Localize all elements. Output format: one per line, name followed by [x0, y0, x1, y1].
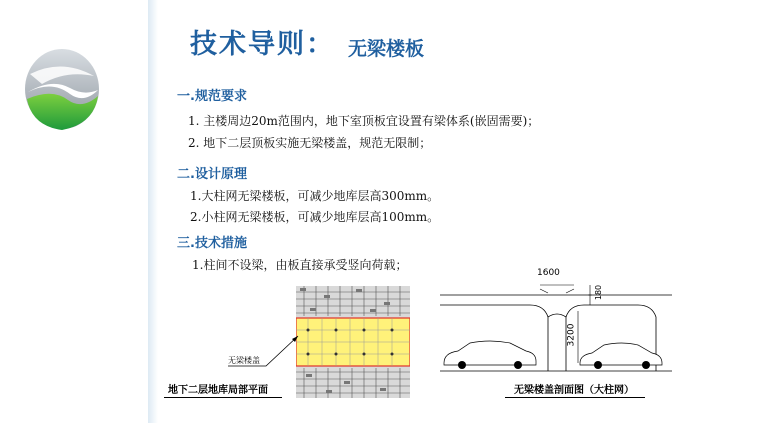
page-subtitle: 无梁楼板: [348, 38, 425, 60]
plan-caption: 地下二层地库局部平面: [168, 385, 268, 396]
section-heading-requirements: 一.规范要求: [177, 89, 247, 104]
dimension-width: 1600: [537, 268, 560, 278]
requirement-item-1: 1. 主楼周边20m范围内，地下室顶板宜设置有梁体系(嵌固需要)；: [188, 114, 540, 128]
principle-item-1: 1.大柱网无梁楼板，可减少地库层高300mm。: [190, 189, 440, 203]
section-caption-underline: [505, 397, 645, 398]
section-heading-measures: 三.技术措施: [177, 236, 247, 251]
company-logo-icon: [22, 44, 102, 134]
section-drawing: [440, 283, 672, 375]
page-title: 技术导则：: [190, 29, 335, 60]
callout-leader-line: [226, 330, 306, 370]
plan-callout-label: 无梁楼盖: [228, 356, 260, 365]
plan-caption-underline: [164, 397, 282, 398]
measure-item-1: 1.柱间不设梁，由板直接承受竖向荷载；: [192, 258, 408, 272]
principle-item-2: 2.小柱网无梁楼板，可减少地库层高100mm。: [190, 210, 440, 224]
section-caption: 无梁楼盖剖面图（大柱网）: [514, 385, 634, 396]
floor-plan-drawing: [296, 286, 410, 398]
requirement-item-2: 2. 地下二层顶板实施无梁楼盖，规范无限制；: [188, 136, 432, 150]
section-heading-principle: 二.设计原理: [177, 167, 247, 182]
left-accent-bar: [148, 0, 158, 423]
dimension-height: 3200: [566, 323, 577, 347]
dimension-thickness: 180: [594, 284, 604, 301]
